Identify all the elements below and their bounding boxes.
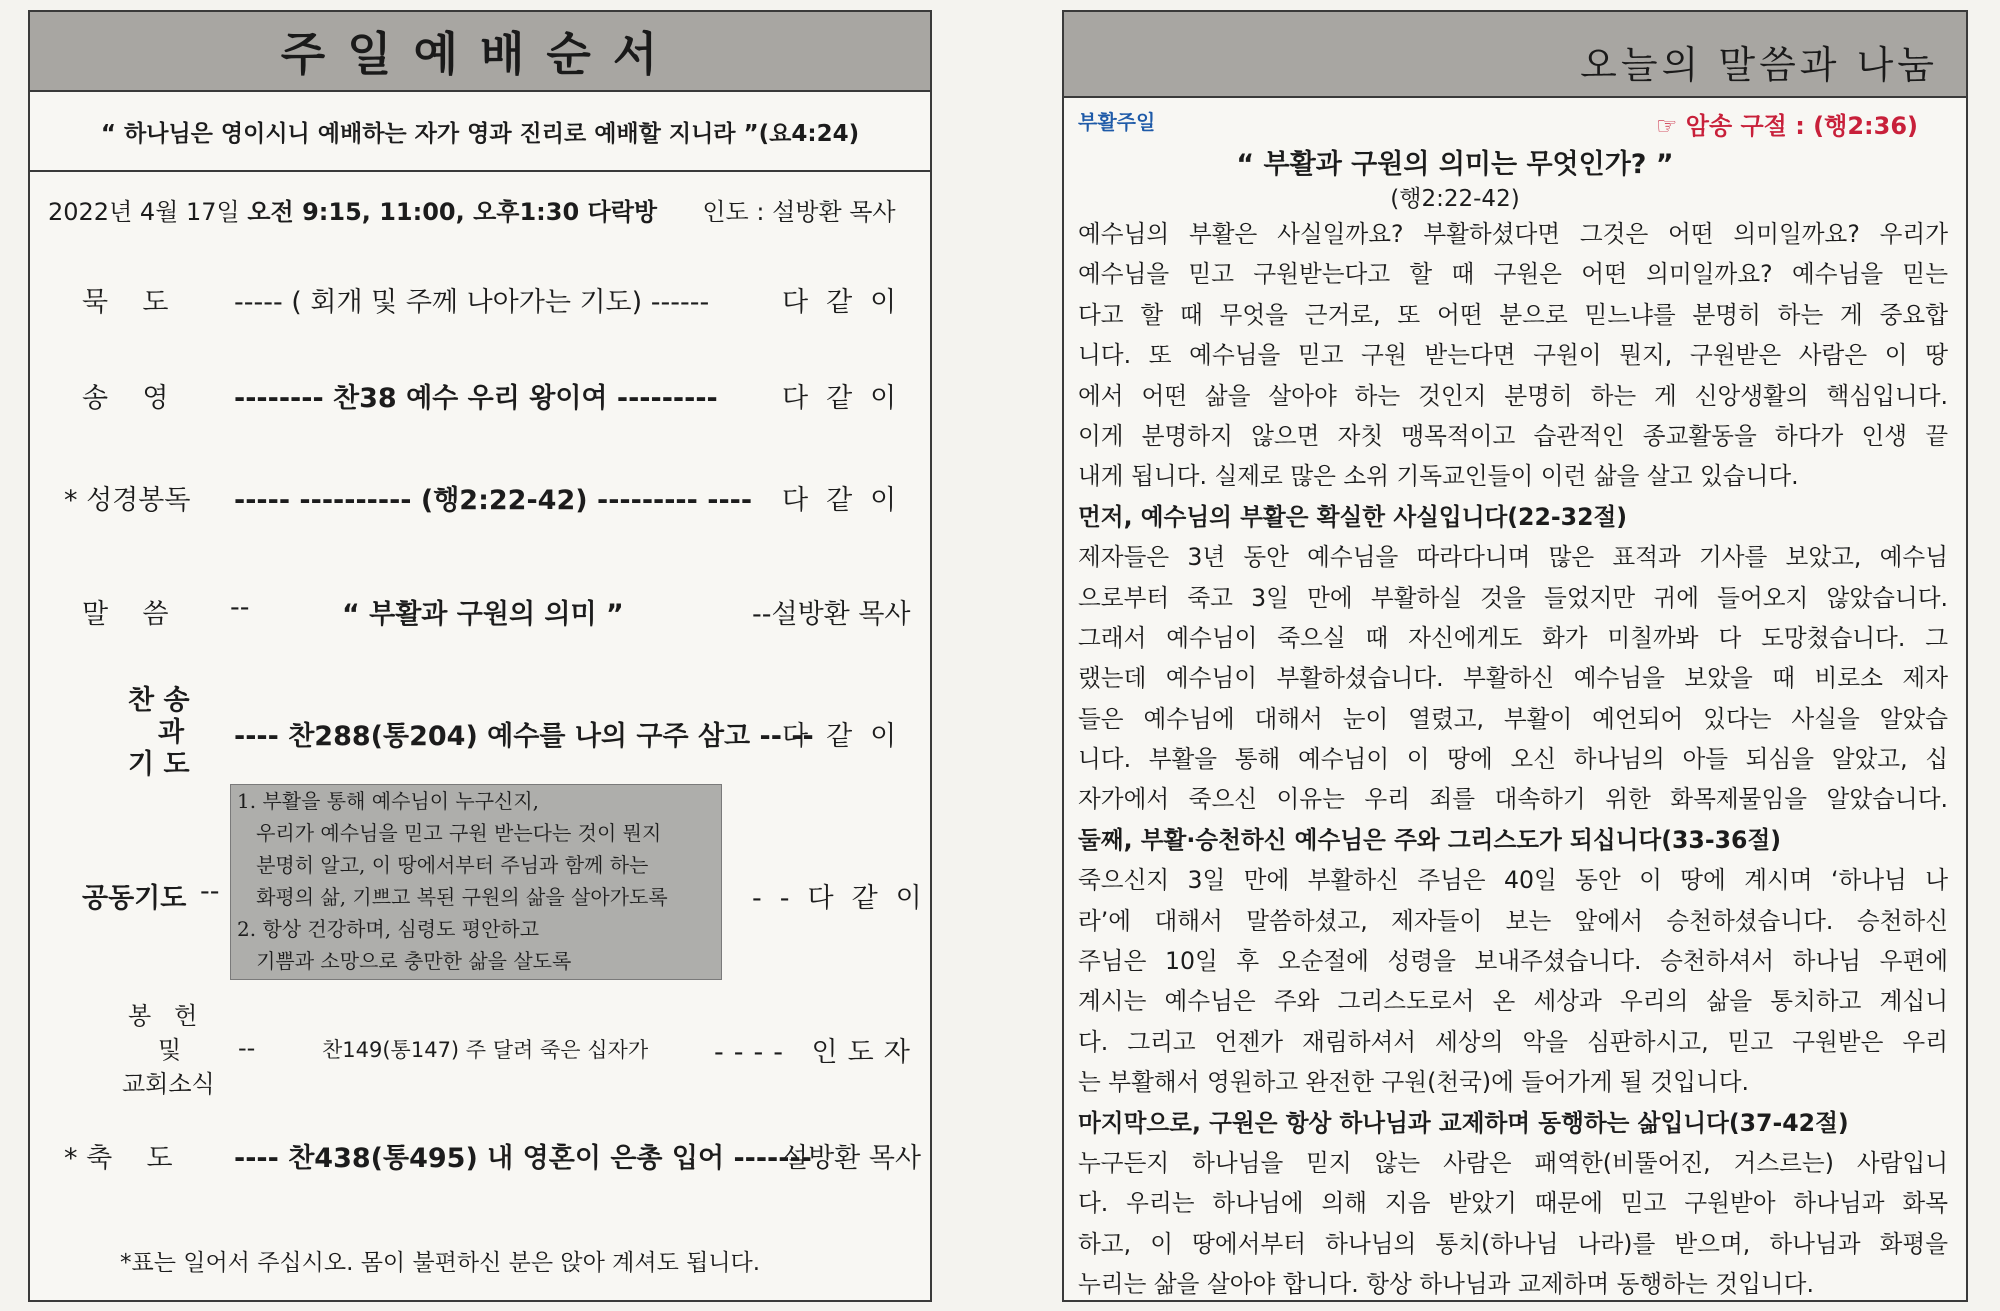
order-detail: ----- ---------- (행2:22-42) --------- ---- (234, 485, 753, 516)
order-label: 말 씀 (82, 599, 169, 630)
sermon-sharing-panel (1062, 10, 1968, 1302)
body-line: 다. 그리고 언젠가 재림하셔서 세상의 악을 심판하시고, 믿고 구원받은 우리 (1078, 1027, 1948, 1056)
order-performer: 설방환 목사 (782, 1143, 921, 1174)
order-detail: ---- 찬438(통495) 내 영혼이 은총 입어 ------- (234, 1143, 812, 1174)
order-detail: ----- ( 회개 및 주께 나아가는 기도) ------ (234, 287, 710, 318)
prayer-line: 분명히 알고, 이 땅에서부터 주님과 함께 하는 (237, 853, 649, 877)
prayer-line: 기쁨과 소망으로 충만한 삶을 살도록 (237, 949, 572, 973)
standing-note: *표는 일어서 주십시오. 몸이 불편하신 분은 앉아 계셔도 됩니다. (120, 1250, 761, 1276)
order-dash: -- (230, 592, 250, 623)
order-dash: -- (238, 1034, 256, 1062)
order-item-silent-prayer (82, 280, 922, 320)
order-item-scripture-reading (64, 478, 922, 518)
order-performer: 다같이 (782, 721, 915, 752)
section-heading-3: 마지막으로, 구원은 항상 하나님과 교제하며 동행하는 삶입니다(37-42절) (1078, 1108, 1849, 1137)
order-item-hymn-prayer (82, 678, 922, 788)
easter-sunday-tag: 부활주일 (1078, 110, 1156, 134)
order-performer: ---- 인도자 (714, 1037, 920, 1068)
body-line: 하고, 이 땅에서부터 하나님의 통치(하나님 나라)를 받으며, 하나님과 화평을 (1078, 1229, 1948, 1258)
prayer-line: 우리가 예수님을 믿고 구원 받는다는 것이 뭔지 (237, 821, 662, 845)
section-heading-1: 먼저, 예수님의 부활은 확실한 사실입니다(22-32절) (1078, 502, 1628, 531)
sermon-body (1078, 214, 1948, 1305)
body-line: 자가에서 죽으신 이유는 우리 죄를 대속하기 위한 화목제물임을 알았습니다. (1078, 785, 1948, 814)
prayer-line: 화평의 삶, 기쁘고 복된 구원의 삶을 살아가도록 (237, 885, 668, 909)
order-detail: 찬149(통147) 주 달려 죽은 십자가 (322, 1038, 649, 1062)
body-line: 그래서 예수님이 죽으실 때 자신에게도 화가 미칠까봐 다 도망쳤습니다. 그 (1078, 623, 1948, 652)
body-line: 제자들은 3년 동안 예수님을 따라다니며 많은 표적과 기사를 보았고, 예수님 (1078, 543, 1948, 572)
body-line: 에서 어떤 삶을 살아야 하는 것인지 분명히 하는 게 신앙생활의 핵심입니다. (1078, 381, 1948, 410)
sermon-reference: (행2:22-42) (1390, 186, 1520, 212)
sermon-title: “ 부활과 구원의 의미 ” (342, 599, 624, 630)
body-line: 주님은 10일 후 오순절에 성령을 보내주셨습니다. 승천하셔서 하나님 우편에 (1078, 947, 1948, 976)
order-detail: -------- 찬38 예수 우리 왕이여 --------- (234, 383, 718, 414)
order-label: 기 도 (128, 749, 190, 780)
sermon-sharing-title: 오늘의 말씀과 나눔 (1580, 43, 1938, 87)
order-performer: 다같이 (782, 383, 915, 414)
service-leader: 인도 : 설방환 목사 (702, 198, 896, 226)
scripture-verse: “ 하나님은 영이시니 예배하는 자가 영과 진리로 예배할 지니라 ”(요4:24) (30, 92, 930, 172)
body-line: 예수님의 부활은 사실일까요? 부활하셨다면 그것은 어떤 의미일까요? 우리가 (1078, 220, 1948, 248)
body-line: 니다. 부활을 통해 예수님이 이 땅에 오신 하나님의 아들 되심을 알았고, 십 (1078, 745, 1948, 774)
prayer-line: 1. 부활을 통해 예수님이 누구신지, (237, 789, 540, 813)
body-line: 라’에 대해서 말씀하셨고, 제자들이 보는 앞에서 승천하셨습니다. 승천하신 (1078, 906, 1948, 935)
common-prayer-box (230, 784, 722, 980)
body-line: 이게 분명하지 않으면 자칫 맹목적이고 습관적인 종교활동을 하다가 인생 끝 (1078, 421, 1948, 450)
body-line: 예수님을 믿고 구원받는다고 할 때 구원은 어떤 의미일까요? 예수님을 믿는 (1078, 260, 1948, 289)
order-item-sermon (82, 592, 922, 632)
order-dash: -- (200, 876, 220, 907)
order-item-doxology (82, 376, 922, 416)
sermon-sharing-header (1064, 12, 1966, 98)
order-detail: ---- 찬288(통204) 예수를 나의 구주 삼고 -- -- (234, 721, 814, 752)
order-label: 묵 도 (82, 287, 169, 318)
body-line: 으로부터 죽고 3일 만에 부활하실 것을 들었지만 귀에 들어오지 않았습니다. (1078, 583, 1948, 612)
order-label: 및 (158, 1036, 182, 1064)
body-line: 내게 됩니다. 실제로 많은 소위 기독교인들이 이런 삶을 살고 있습니다. (1078, 462, 1799, 491)
body-line: 들은 예수님에 대해서 눈이 열렸고, 부활이 예언되어 있다는 사실을 알았습 (1078, 704, 1948, 733)
worship-order-title: 주일예배순서 (30, 12, 930, 92)
sermon-heading: “ 부활과 구원의 의미는 무엇인가? ” (1236, 149, 1674, 180)
order-performer: 다같이 (782, 287, 915, 318)
memory-verse: ☞ 암송 구절 : (행2:36) (1655, 112, 1918, 140)
body-line: 계시는 예수님은 주와 그리스도로서 온 세상과 우리의 삶을 통치하고 계십니 (1078, 987, 1948, 1016)
body-line: 다고 할 때 무엇을 근거로, 또 어떤 분으로 믿느냐를 분명히 하는 게 중요합 (1078, 300, 1948, 329)
order-label: 교회소식 (122, 1070, 215, 1098)
service-info (48, 192, 918, 227)
order-performer: --다같이 (752, 883, 940, 914)
order-label: * 축 도 (64, 1143, 173, 1174)
order-item-offering-news (82, 996, 922, 1106)
order-label: 공동기도 (82, 883, 187, 914)
body-line: 다. 우리는 하나님에 의해 지음 받았기 때문에 믿고 구원받아 하나님과 화목 (1078, 1189, 1948, 1218)
body-line: 는 부활해서 영원하고 완전한 구원(천국)에 들어가게 될 것입니다. (1078, 1068, 1749, 1097)
order-label: 찬 송 (128, 685, 190, 716)
service-date: 2022년 4월 17일 (48, 198, 240, 226)
body-line: 누구든지 하나님을 믿지 않는 사람은 패역한(비뚤어진, 거스르는) 사람입니 (1078, 1148, 1948, 1177)
body-line: 누리는 삶을 살아야 합니다. 항상 하나님과 교제하며 동행하는 것입니다. (1078, 1270, 1814, 1299)
prayer-line: 2. 항상 건강하며, 심령도 평안하고 (237, 917, 540, 941)
order-item-benediction (64, 1136, 922, 1176)
worship-order-panel (28, 10, 940, 1302)
body-line: 죽으신지 3일 만에 부활하신 주님은 40일 동안 이 땅에 계시며 ‘하나님 나 (1078, 866, 1948, 895)
order-label: 봉 헌 (128, 1002, 198, 1030)
body-line: 랬는데 예수님이 부활하셨습니다. 부활하신 예수님을 보았을 때 비로소 제자 (1078, 664, 1948, 693)
order-label: 송 영 (82, 383, 169, 414)
order-label: 과 (158, 717, 185, 748)
order-performer: 다같이 (782, 485, 915, 516)
section-heading-2: 둘째, 부활·승천하신 예수님은 주와 그리스도가 되십니다(33-36절) (1078, 825, 1782, 854)
body-line: 니다. 또 예수님을 믿고 구원 받는다면 구원이 뭔지, 구원받은 사람은 이 땅 (1078, 341, 1948, 370)
order-performer: --설방환 목사 (752, 599, 911, 630)
service-times: 오전 9:15, 11:00, 오후1:30 다락방 (247, 198, 658, 226)
order-label: * 성경봉독 (64, 485, 191, 516)
